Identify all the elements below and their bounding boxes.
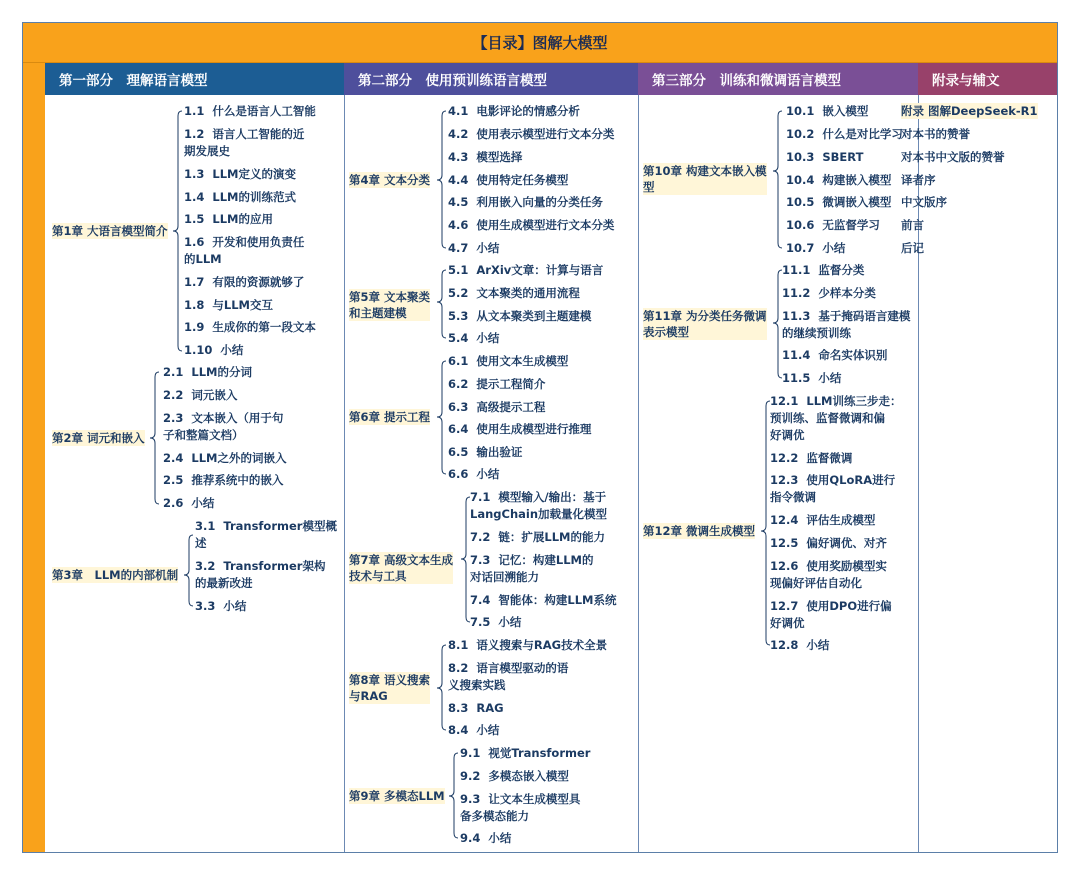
chapter-2-label: 第2章 词元和嵌入 (52, 431, 145, 445)
section-title-cont: 指令微调 (770, 490, 816, 504)
section-title: 使用文本生成模型 (476, 354, 569, 368)
section-item (163, 450, 286, 467)
section-title: SBERT (822, 150, 864, 164)
section-number: 9.4 (460, 831, 481, 845)
section-title: 推荐系统中的嵌入 (191, 473, 284, 487)
section-item (470, 614, 521, 631)
section-number: 12.3 (770, 473, 799, 487)
section-title: Transformer架构 (223, 559, 326, 573)
section-title: 微调嵌入模型 (822, 195, 892, 209)
section-item (163, 495, 214, 512)
section-item (448, 421, 591, 438)
section-title: 使用生成模型进行文本分类 (476, 218, 615, 232)
section-title: 文本聚类的通用流程 (476, 286, 580, 300)
section-number: 5.3 (448, 309, 469, 323)
chapter-5-line-2: 和主题建模 (349, 306, 407, 320)
section-number: 11.2 (782, 286, 811, 300)
section-title-cont: 述 (195, 536, 207, 550)
section-title: 链：扩展LLM的能力 (498, 530, 605, 544)
section-item (184, 297, 273, 314)
section-title: 基于掩码语言建模 (818, 309, 911, 323)
section-item (448, 194, 603, 211)
section-title: 偏好调优、对齐 (806, 536, 887, 550)
section-number: 2.1 (163, 365, 184, 379)
section-item (195, 518, 337, 552)
section-item (448, 637, 607, 654)
section-number: 1.10 (184, 343, 213, 357)
section-title: 使用奖励模型实 (806, 559, 887, 573)
chapter-10-label (643, 163, 767, 195)
section-title: 小结 (822, 241, 846, 255)
section-title: 输出验证 (476, 445, 523, 459)
section-item (163, 387, 237, 404)
section-number: 6.1 (448, 354, 469, 368)
section-item (448, 172, 568, 189)
section-item (782, 347, 887, 364)
section-title: 生成你的第一段文本 (212, 320, 316, 334)
section-item (184, 189, 296, 206)
section-item (448, 285, 580, 302)
section-number: 11.3 (782, 309, 811, 323)
section-title: 小结 (476, 241, 500, 255)
section-title: 智能体：构建LLM系统 (498, 593, 617, 607)
section-number: 12.1 (770, 394, 799, 408)
section-number: 8.1 (448, 638, 469, 652)
section-number: 2.2 (163, 388, 184, 402)
section-number: 12.6 (770, 559, 799, 573)
section-item (770, 450, 852, 467)
section-title-cont: 的LLM (184, 252, 222, 266)
section-title: 模型选择 (476, 150, 523, 164)
chapter-8-label (349, 672, 430, 704)
chapter-7-line-2: 技术与工具 (349, 569, 407, 583)
chapter-9-label: 第9章 多模态LLM (349, 789, 445, 803)
section-item (448, 103, 580, 120)
appendix-header: 附录与辅文 (918, 63, 1057, 95)
section-title-cont: 义搜索实践 (448, 678, 506, 692)
section-item (782, 370, 841, 387)
section-title: 小结 (476, 331, 500, 345)
section-item (448, 660, 568, 694)
section-title: 视觉Transformer (488, 746, 591, 760)
section-item (770, 558, 887, 592)
chapter-11-label (643, 308, 767, 340)
section-title: 命名实体识别 (818, 348, 888, 362)
chapter-11-line-1: 第11章 为分类任务微调 (643, 309, 767, 323)
section-item (448, 399, 545, 416)
section-title-cont: 子和整篇文档） (163, 428, 244, 442)
section-number: 1.5 (184, 212, 205, 226)
section-number: 10.4 (786, 173, 815, 187)
section-number: 8.4 (448, 723, 469, 737)
section-title-cont: 好调优 (770, 616, 805, 630)
chapter-6-label: 第6章 提示工程 (349, 410, 431, 424)
section-title: 小结 (476, 467, 500, 481)
section-title: 文本嵌入（用于句 (191, 411, 284, 425)
section-title: 小结 (223, 599, 247, 613)
section-number: 4.5 (448, 195, 469, 209)
section-number: 8.3 (448, 701, 469, 715)
section-item (184, 166, 296, 183)
appendix-item: 译者序 (901, 173, 936, 187)
section-item (448, 353, 568, 370)
section-title-cont: LangChain加载量化模型 (470, 507, 608, 521)
section-title: LLM训练三步走： (806, 394, 902, 408)
section-item (782, 285, 876, 302)
section-number: 1.1 (184, 104, 205, 118)
section-item (782, 262, 864, 279)
section-item (770, 393, 901, 444)
section-item (470, 552, 593, 586)
section-title: 有限的资源就够了 (212, 275, 305, 289)
chapter-8-line-1: 第8章 语义搜索 (349, 673, 431, 687)
chapter-8-line-2: 与RAG (349, 689, 388, 703)
section-number: 1.7 (184, 275, 205, 289)
section-title: 使用表示模型进行文本分类 (476, 127, 615, 141)
section-item (448, 149, 522, 166)
section-number: 1.9 (184, 320, 205, 334)
appendix-item: 对本书中文版的赞誉 (901, 150, 1005, 164)
section-number: 6.5 (448, 445, 469, 459)
section-title: 小结 (476, 723, 500, 737)
section-number: 5.4 (448, 331, 469, 345)
section-item (470, 489, 607, 523)
section-item (163, 410, 283, 444)
section-item (770, 472, 895, 506)
section-title-cont: 备多模态能力 (460, 809, 529, 823)
section-title: 小结 (220, 343, 244, 357)
section-title-cont: 对话回溯能力 (470, 570, 539, 584)
section-item (786, 172, 891, 189)
section-item (163, 364, 252, 381)
chapter-10-line-2: 型 (643, 180, 655, 194)
section-item (448, 444, 522, 461)
section-number: 4.6 (448, 218, 469, 232)
chapter-5-line-1: 第5章 文本聚类 (349, 290, 431, 304)
appendix-item: 中文版序 (901, 195, 947, 209)
section-number: 4.3 (448, 150, 469, 164)
section-title: LLM定义的演变 (212, 167, 296, 181)
section-item (786, 217, 880, 234)
section-title: 开发和使用负责任 (212, 235, 305, 249)
section-title-cont: 好调优 (770, 428, 805, 442)
section-number: 9.1 (460, 746, 481, 760)
section-number: 7.1 (470, 490, 491, 504)
section-title: 语言模型驱动的语 (476, 661, 569, 675)
section-item (782, 308, 910, 342)
section-item (460, 768, 569, 785)
section-title: 嵌入模型 (822, 104, 869, 118)
section-title: 模型输入/输出：基于 (498, 490, 607, 504)
section-number: 4.2 (448, 127, 469, 141)
section-number: 12.5 (770, 536, 799, 550)
section-item (195, 598, 246, 615)
section-number: 10.1 (786, 104, 815, 118)
chapter-7-line-1: 第7章 高级文本生成 (349, 553, 454, 567)
section-number: 5.1 (448, 263, 469, 277)
section-title: LLM的训练范式 (212, 190, 296, 204)
section-number: 3.2 (195, 559, 216, 573)
section-title: 语言人工智能的近 (212, 127, 305, 141)
section-title: 使用生成模型进行推理 (476, 422, 592, 436)
section-title-cont: 的继续预训练 (782, 326, 851, 340)
section-item (163, 472, 283, 489)
section-item (470, 529, 605, 546)
section-number: 2.6 (163, 496, 184, 510)
section-number: 8.2 (448, 661, 469, 675)
chapter-10-line-1: 第10章 构建文本嵌入模 (643, 164, 767, 178)
section-title: Transformer模型概 (223, 519, 337, 533)
section-item (184, 211, 273, 228)
appendix-item: 后记 (901, 241, 924, 255)
chapter-3-label: 第3章 LLM的内部机制 (52, 568, 179, 582)
section-item (448, 126, 614, 143)
section-number: 10.7 (786, 241, 815, 255)
section-title-cont: 期发展史 (184, 144, 230, 158)
section-title: 监督微调 (806, 451, 853, 465)
section-item (448, 262, 603, 279)
section-number: 2.3 (163, 411, 184, 425)
section-item (448, 240, 499, 257)
section-title: ArXiv文章：计算与语言 (476, 263, 604, 277)
appendix-item: 对本书的赞誉 (901, 127, 970, 141)
section-number: 4.7 (448, 241, 469, 255)
section-title: 使用DPO进行偏 (806, 599, 892, 613)
chapter-1-label: 第1章 大语言模型简介 (52, 224, 168, 238)
section-title: 小结 (488, 831, 512, 845)
chapter-4-label: 第4章 文本分类 (349, 173, 431, 187)
section-title: 让文本生成模型具 (488, 792, 581, 806)
page-title: 【目录】图解大模型 (23, 23, 1057, 63)
section-number: 3.1 (195, 519, 216, 533)
section-title: 记忆：构建LLM的 (498, 553, 594, 567)
section-title: 什么是对比学习 (822, 127, 903, 141)
section-title: 从文本聚类到主题建模 (476, 309, 592, 323)
section-number: 7.2 (470, 530, 491, 544)
section-item (184, 103, 316, 120)
section-number: 12.7 (770, 599, 799, 613)
section-item (184, 234, 304, 268)
section-title: 高级提示工程 (476, 400, 546, 414)
section-title: 少样本分类 (818, 286, 876, 300)
column-divider (344, 95, 345, 852)
section-number: 7.5 (470, 615, 491, 629)
section-item (448, 700, 504, 717)
section-number: 4.1 (448, 104, 469, 118)
section-number: 5.2 (448, 286, 469, 300)
section-title: 语义搜索与RAG技术全景 (476, 638, 608, 652)
section-item (770, 535, 887, 552)
section-title: 电影评论的情感分析 (476, 104, 580, 118)
section-number: 2.5 (163, 473, 184, 487)
section-number: 12.8 (770, 638, 799, 652)
section-item (448, 722, 499, 739)
section-title: LLM之外的词嵌入 (191, 451, 287, 465)
section-title: 小结 (806, 638, 830, 652)
section-number: 6.2 (448, 377, 469, 391)
section-item (448, 376, 545, 393)
section-number: 1.6 (184, 235, 205, 249)
part-2-header: 第二部分 使用预训练语言模型 (344, 63, 638, 95)
section-title: 监督分类 (818, 263, 865, 277)
section-number: 6.4 (448, 422, 469, 436)
section-item (786, 103, 868, 120)
section-item (770, 598, 892, 632)
section-item (770, 637, 829, 654)
section-number: 11.5 (782, 371, 811, 385)
section-title-cont: 现偏好评估自动化 (770, 576, 862, 590)
section-item (448, 217, 614, 234)
section-item (184, 342, 243, 359)
section-number: 10.2 (786, 127, 815, 141)
section-number: 10.5 (786, 195, 815, 209)
section-item (184, 126, 304, 160)
section-number: 1.3 (184, 167, 205, 181)
section-number: 11.4 (782, 348, 811, 362)
section-number: 6.3 (448, 400, 469, 414)
section-title: 小结 (818, 371, 842, 385)
side-strip (23, 63, 45, 852)
appendix-item: 附录 图解DeepSeek-R1 (901, 104, 1038, 118)
section-item (470, 592, 616, 609)
section-number: 7.4 (470, 593, 491, 607)
section-item (770, 512, 875, 529)
section-item (786, 240, 845, 257)
section-title: 无监督学习 (822, 218, 880, 232)
chapter-12-label: 第12章 微调生成模型 (643, 524, 756, 538)
section-title: LLM的分词 (191, 365, 252, 379)
section-item (195, 558, 325, 592)
section-title: 小结 (191, 496, 215, 510)
chapter-7-label (349, 552, 453, 584)
section-item (448, 466, 499, 483)
section-title-cont: 预训练、监督微调和偏 (770, 411, 885, 425)
section-title: 评估生成模型 (806, 513, 876, 527)
section-item (448, 330, 499, 347)
appendix-item: 前言 (901, 218, 924, 232)
section-item (786, 149, 863, 166)
section-item (786, 194, 891, 211)
part-1-header: 第一部分 理解语言模型 (45, 63, 344, 95)
section-title: 与LLM交互 (212, 298, 273, 312)
section-title: 小结 (498, 615, 522, 629)
section-number: 7.3 (470, 553, 491, 567)
section-item (448, 308, 591, 325)
section-title: 提示工程简介 (476, 377, 546, 391)
section-number: 4.4 (448, 173, 469, 187)
column-divider (638, 95, 639, 852)
section-number: 1.8 (184, 298, 205, 312)
section-item (460, 791, 580, 825)
section-number: 1.4 (184, 190, 205, 204)
section-number: 10.6 (786, 218, 815, 232)
chapter-11-line-2: 表示模型 (643, 325, 689, 339)
section-number: 3.3 (195, 599, 216, 613)
section-number: 6.6 (448, 467, 469, 481)
section-number: 1.2 (184, 127, 205, 141)
section-number: 12.4 (770, 513, 799, 527)
section-number: 10.3 (786, 150, 815, 164)
section-title: LLM的应用 (212, 212, 273, 226)
section-title: 多模态嵌入模型 (488, 769, 569, 783)
section-title: 利用嵌入向量的分类任务 (476, 195, 603, 209)
section-title: RAG (476, 701, 504, 715)
section-title: 使用QLoRA进行 (806, 473, 896, 487)
section-title: 什么是语言人工智能 (212, 104, 316, 118)
section-item (184, 274, 304, 291)
section-item (460, 745, 590, 762)
chapter-5-label (349, 289, 430, 321)
section-number: 9.3 (460, 792, 481, 806)
section-number: 2.4 (163, 451, 184, 465)
section-title: 使用特定任务模型 (476, 173, 569, 187)
section-title: 构建嵌入模型 (822, 173, 892, 187)
section-title-cont: 的最新改进 (195, 576, 253, 590)
section-item (786, 126, 903, 143)
section-number: 9.2 (460, 769, 481, 783)
section-number: 12.2 (770, 451, 799, 465)
section-item (460, 830, 511, 847)
section-title: 词元嵌入 (191, 388, 238, 402)
section-item (184, 319, 316, 336)
part-3-header: 第三部分 训练和微调语言模型 (638, 63, 918, 95)
section-number: 11.1 (782, 263, 811, 277)
